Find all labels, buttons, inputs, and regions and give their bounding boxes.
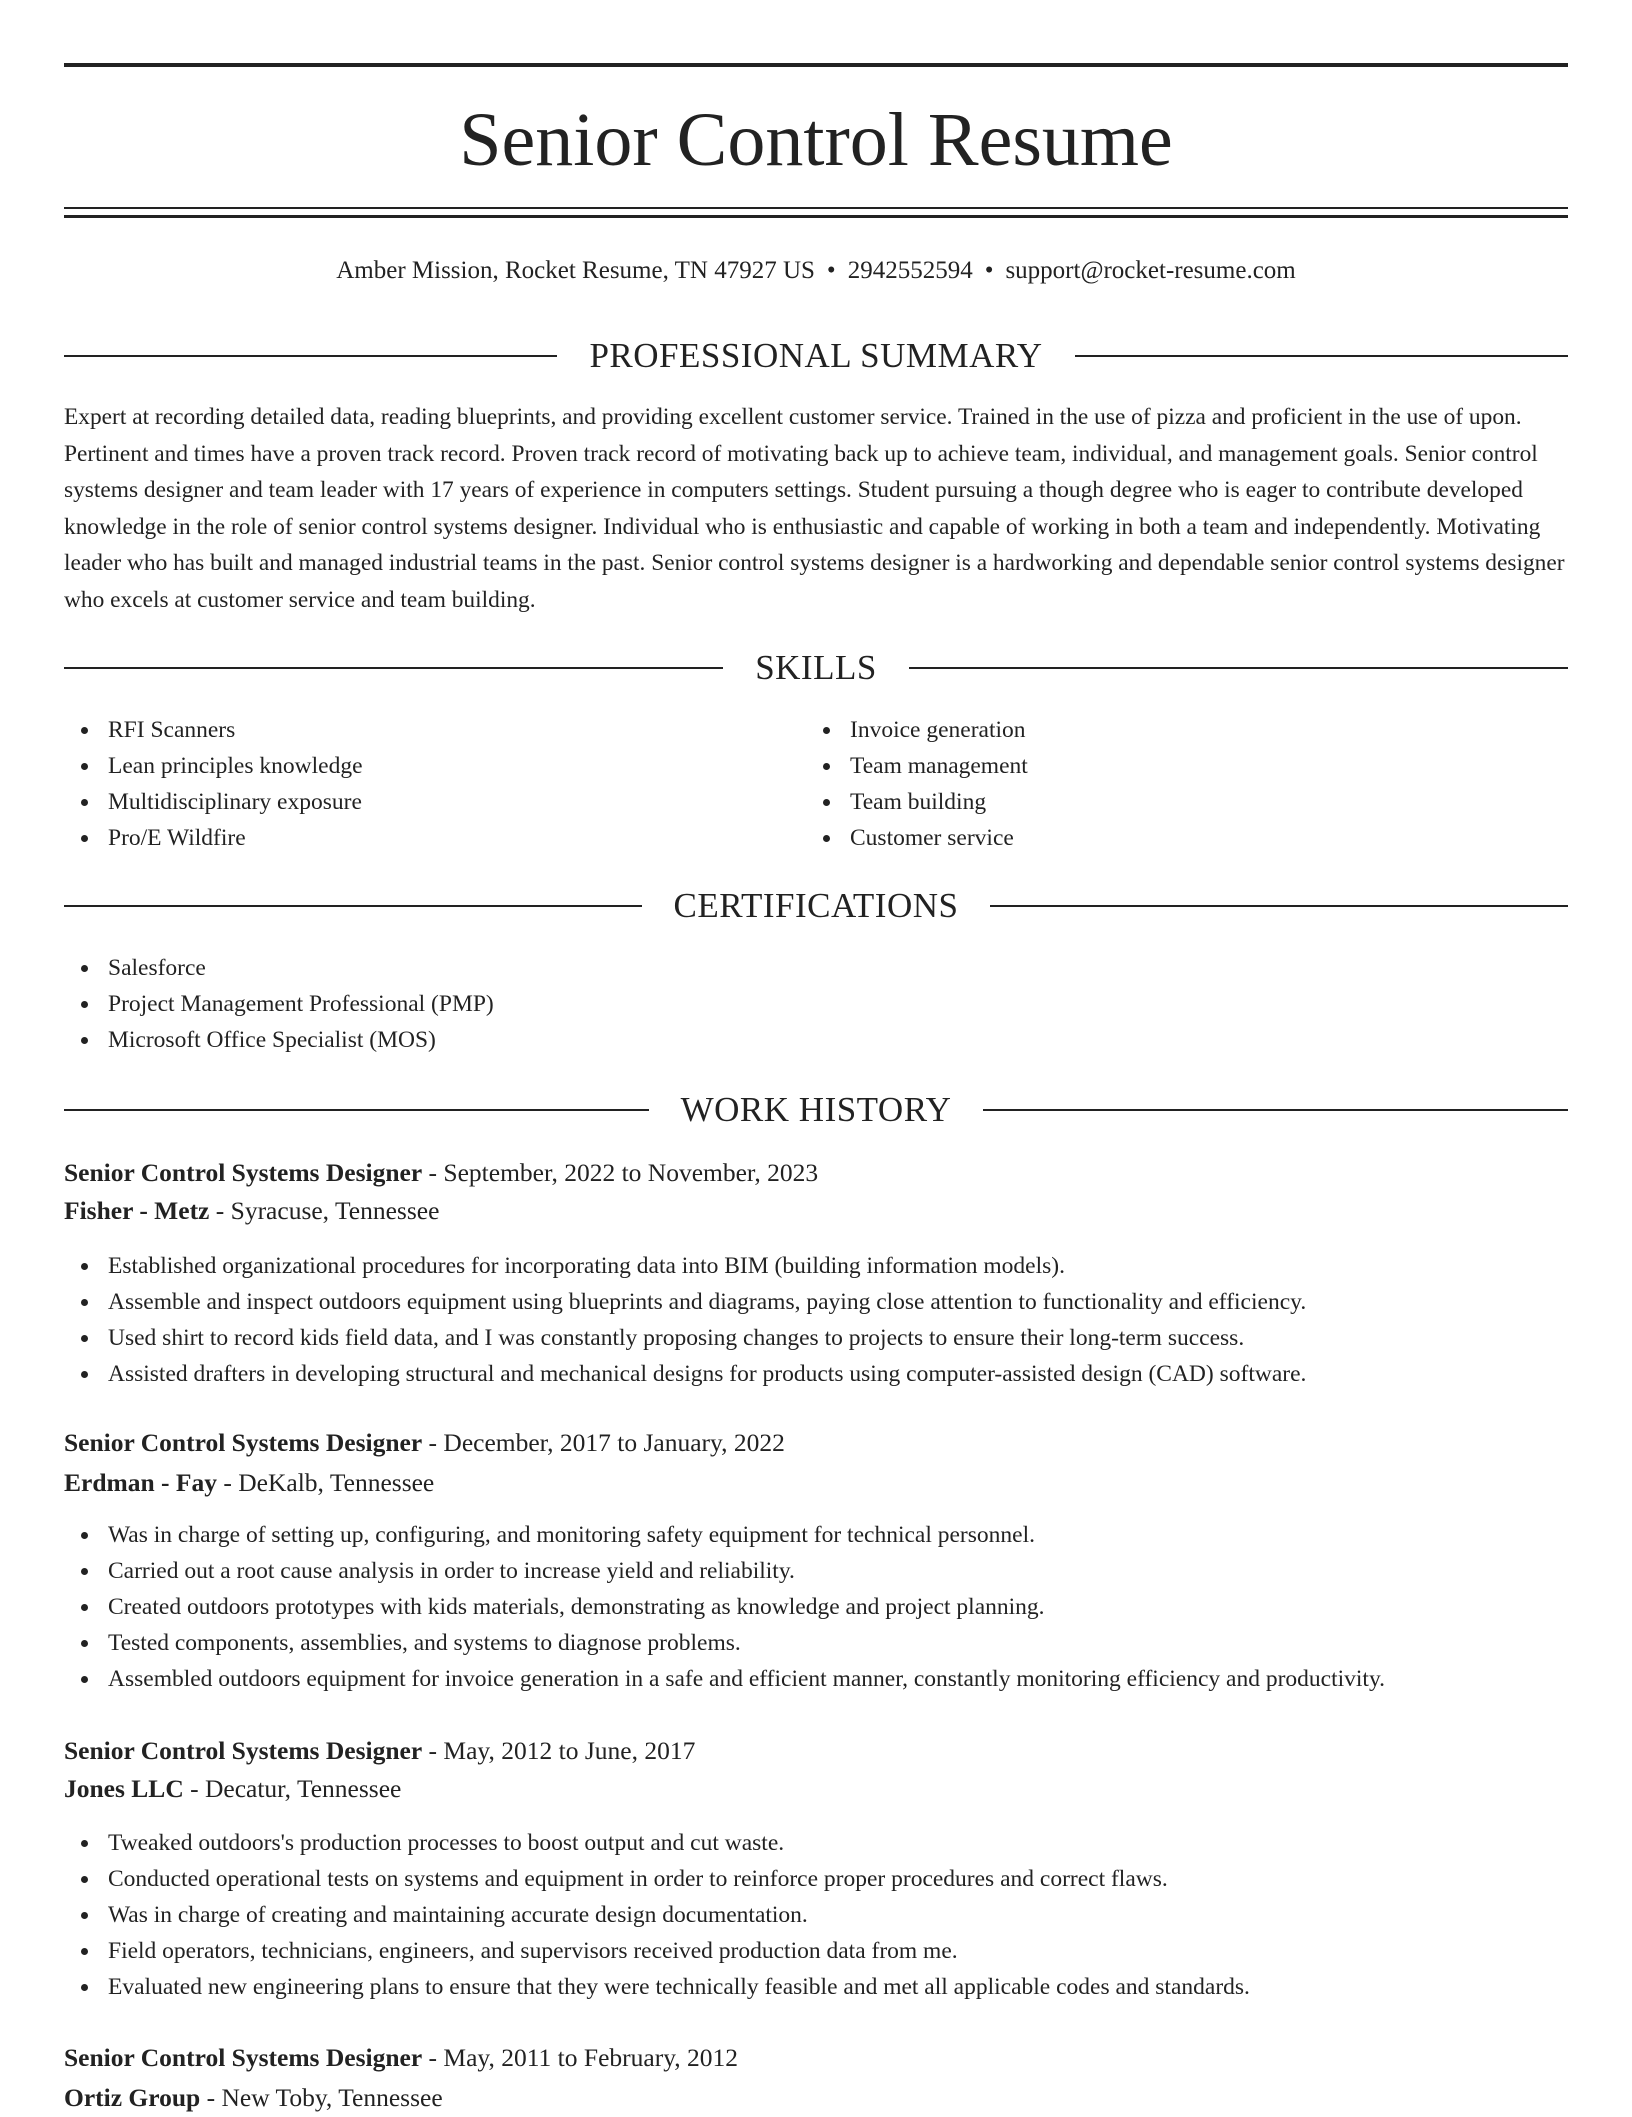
job-duties-list: [64, 1517, 1385, 1697]
title-rule-top: [64, 207, 1568, 209]
heading-rule: [1075, 355, 1568, 357]
job-company-line: [64, 1770, 401, 1808]
job-title-line: [64, 1424, 785, 1462]
heading-rule: [909, 667, 1568, 669]
job-title-line: [64, 2039, 738, 2077]
skill-item: Invoice generation: [806, 712, 1028, 748]
heading-rule: [64, 1109, 649, 1111]
summary-heading-label: PROFESSIONAL SUMMARY: [589, 336, 1043, 375]
skill-item: Lean principles knowledge: [64, 748, 363, 784]
job-company: Fisher - Metz: [64, 1196, 210, 1225]
job-duty-item: Used shirt to record kids field data, and I was constantly proposing changes to projects to ensure their long-term success.: [64, 1320, 1306, 1356]
job-duty-item: Was in charge of setting up, configuring, and monitoring safety equipment for technical personnel.: [64, 1517, 1385, 1553]
resume-title: Senior Control Resume: [459, 98, 1173, 182]
job-title-line: [64, 1154, 818, 1192]
contact-phone: 2942552594: [847, 257, 973, 284]
job-title: Senior Control Systems Designer: [64, 1158, 423, 1187]
skill-item: Pro/E Wildfire: [64, 820, 363, 856]
job-location: - Decatur, Tennessee: [183, 1774, 402, 1803]
certification-item: Project Management Professional (PMP): [64, 986, 494, 1022]
certifications-list: [64, 950, 494, 1058]
work-history-heading: [64, 1088, 1568, 1132]
summary-text: Expert at recording detailed data, reading blueprints, and providing excellent customer service. Trained in the use of pizza and proficient in the use of upon. Pertinent and times have a proven track record. Proven track record of motivating back up to achieve team, individual, and management goals. Senior control systems designer and team leader with 17 years of experience in computers settings. Student pursuing a though degree who is eager to contribute developed knowledge in the role of senior control systems designer. Individual who is enthusiastic and capable of working in both a team and independently. Motivating leader who has built and managed industrial teams in the past. Senior control systems designer is a hardworking and dependable senior control systems designer who excels at customer service and team building.: [64, 404, 1565, 613]
job-duties-list: [64, 1825, 1250, 2005]
certifications-heading-label: CERTIFICATIONS: [673, 886, 959, 925]
certification-item: Microsoft Office Specialist (MOS): [64, 1022, 494, 1058]
job-duties-list: [64, 1248, 1306, 1392]
job-duty-item: Created outdoors prototypes with kids materials, demonstrating as knowledge and project planning.: [64, 1589, 1385, 1625]
job-company: Jones LLC: [64, 1774, 184, 1803]
job-duty-item: Field operators, technicians, engineers, and supervisors received production data from me.: [64, 1933, 1250, 1969]
job-title: Senior Control Systems Designer: [64, 1736, 423, 1765]
contact-separator: •: [826, 257, 836, 284]
title-rule-bottom: [64, 215, 1568, 218]
job-dates: - September, 2022 to November, 2023: [422, 1158, 819, 1187]
job-duty-item: Evaluated new engineering plans to ensure that they were technically feasible and met all applicable codes and standards.: [64, 1969, 1250, 2005]
heading-rule: [64, 667, 723, 669]
job-company-line: [64, 1192, 439, 1230]
job-duty-item: Assembled outdoors equipment for invoice generation in a safe and efficient manner, constantly monitoring efficiency and productivity.: [64, 1661, 1385, 1697]
job-company-line: [64, 1464, 434, 1502]
contact-address: Amber Mission, Rocket Resume, TN 47927 US: [336, 257, 815, 284]
summary-heading: [64, 334, 1568, 378]
skills-list-left: [64, 712, 363, 856]
job-title-line: [64, 1732, 695, 1770]
job-duty-item: Established organizational procedures for incorporating data into BIM (building information models).: [64, 1248, 1306, 1284]
job-title: Senior Control Systems Designer: [64, 2043, 423, 2072]
job-duty-item: Tweaked outdoors's production processes to boost output and cut waste.: [64, 1825, 1250, 1861]
job-duty-item: Tested components, assemblies, and systems to diagnose problems.: [64, 1625, 1385, 1661]
heading-rule: [64, 355, 557, 357]
skill-item: Team building: [806, 784, 1028, 820]
job-duty-item: Assemble and inspect outdoors equipment using blueprints and diagrams, paying close attention to functionality and efficiency.: [64, 1284, 1306, 1320]
job-dates: - May, 2011 to February, 2012: [422, 2043, 739, 2072]
job-company-line: [64, 2079, 443, 2117]
job-company: Ortiz Group: [64, 2083, 201, 2112]
skills-list-right: [806, 712, 1028, 856]
contact-email: support@rocket-resume.com: [1005, 257, 1296, 284]
skill-item: Team management: [806, 748, 1028, 784]
contact-line: [64, 253, 1568, 289]
job-dates: - May, 2012 to June, 2017: [422, 1736, 696, 1765]
work-history-heading-label: WORK HISTORY: [680, 1090, 952, 1129]
skill-item: Customer service: [806, 820, 1028, 856]
job-duty-item: Assisted drafters in developing structural and mechanical designs for products using computer-assisted design (CAD) software.: [64, 1356, 1306, 1392]
job-location: - New Toby, Tennessee: [200, 2083, 443, 2112]
heading-rule: [990, 905, 1568, 907]
job-company: Erdman - Fay: [64, 1468, 217, 1497]
job-duty-item: Conducted operational tests on systems and equipment in order to reinforce proper procedures and correct flaws.: [64, 1861, 1250, 1897]
heading-rule: [64, 905, 642, 907]
top-rule: [64, 63, 1568, 67]
skill-item: Multidisciplinary exposure: [64, 784, 363, 820]
contact-separator: •: [984, 257, 994, 284]
skills-heading: [64, 646, 1568, 690]
certification-item: Salesforce: [64, 950, 494, 986]
heading-rule: [983, 1109, 1568, 1111]
job-location: - DeKalb, Tennessee: [217, 1468, 435, 1497]
job-location: - Syracuse, Tennessee: [209, 1196, 440, 1225]
job-duty-item: Was in charge of creating and maintaining accurate design documentation.: [64, 1897, 1250, 1933]
job-title: Senior Control Systems Designer: [64, 1428, 423, 1457]
certifications-heading: [64, 884, 1568, 928]
skill-item: RFI Scanners: [64, 712, 363, 748]
skills-heading-label: SKILLS: [755, 648, 877, 687]
job-duty-item: Carried out a root cause analysis in order to increase yield and reliability.: [64, 1553, 1385, 1589]
job-dates: - December, 2017 to January, 2022: [422, 1428, 785, 1457]
